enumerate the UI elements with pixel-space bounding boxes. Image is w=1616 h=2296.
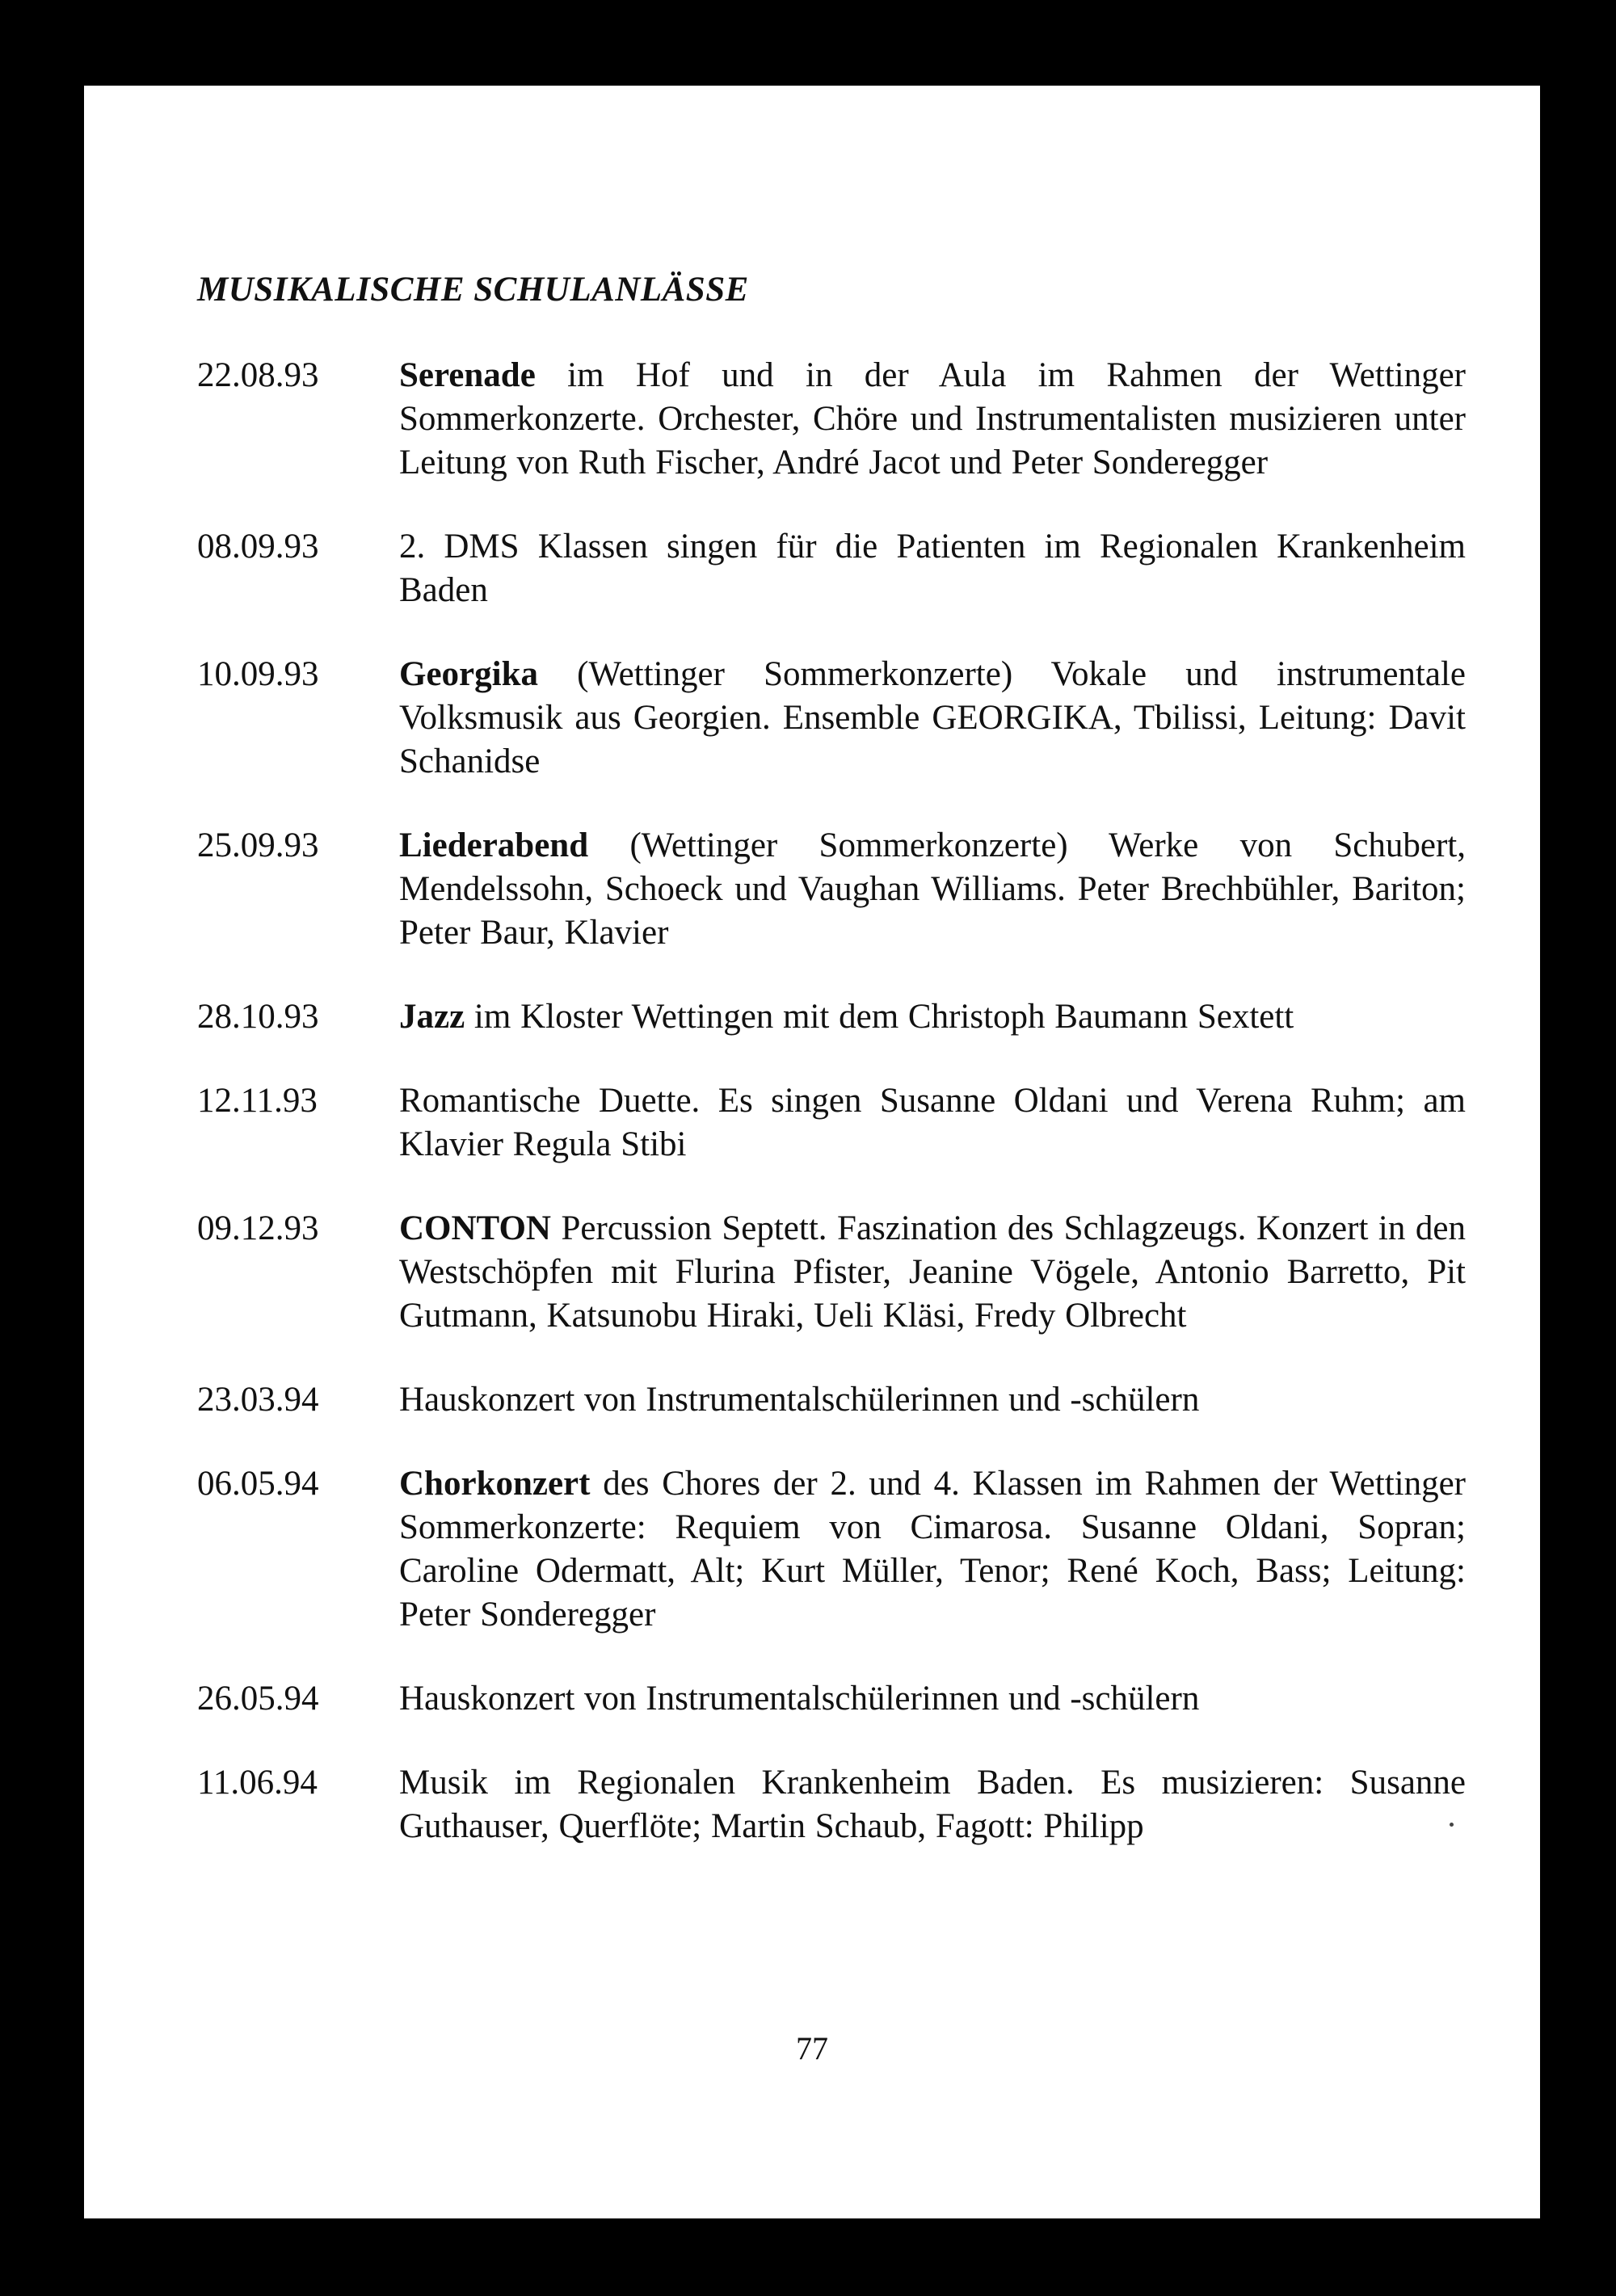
event-entry bbox=[197, 1677, 1466, 1721]
event-date: 11.06.94 bbox=[197, 1764, 318, 1802]
event-details: Romantische Duette. Es singen Susanne Oldani und Verena Ruhm; am Klavier Regula Stibi bbox=[399, 1082, 1466, 1163]
event-details: des Chores der 2. und 4. Klassen im Rahmen der Wettinger Sommerkonzerte: Requiem von Cimarosa. Susanne Oldani, Sopran; Caroline Odermatt, Alt; Kurt Müller, Tenor; René Koch, Bass; Leitung: Peter Sonderegger bbox=[399, 1465, 1466, 1634]
event-description bbox=[399, 1677, 1466, 1721]
event-details: (Wettinger Sommerkonzerte) Werke von Schubert, Mendelssohn, Schoeck und Vaughan Williams. Peter Brechbühler, Bariton; Peter Baur, Klavier bbox=[399, 826, 1466, 952]
event-description bbox=[399, 1378, 1466, 1422]
event-date: 10.09.93 bbox=[197, 655, 319, 693]
event-description bbox=[399, 525, 1466, 612]
event-date: 25.09.93 bbox=[197, 826, 319, 864]
event-list bbox=[197, 354, 1466, 1889]
event-description bbox=[399, 995, 1466, 1039]
event-date: 26.05.94 bbox=[197, 1680, 319, 1718]
event-entry bbox=[197, 1462, 1466, 1637]
event-title: CONTON bbox=[399, 1209, 551, 1247]
event-details: 2. DMS Klassen singen für die Patienten im Regionalen Krankenheim Baden bbox=[399, 528, 1466, 609]
event-details: Musik im Regionalen Krankenheim Baden. Es musizieren: Susanne Guthauser, Querflöte; Martin Schaub, Fagott: Philipp bbox=[399, 1764, 1466, 1845]
event-entry bbox=[197, 1079, 1466, 1167]
page-number: 77 bbox=[796, 2030, 828, 2067]
event-date: 08.09.93 bbox=[197, 528, 319, 566]
event-date: 28.10.93 bbox=[197, 998, 319, 1036]
event-title: Liederabend bbox=[399, 826, 589, 864]
event-date: 23.03.94 bbox=[197, 1381, 319, 1419]
event-title: Chorkonzert bbox=[399, 1465, 591, 1503]
speck-mark bbox=[1450, 1823, 1454, 1827]
event-entry bbox=[197, 824, 1466, 955]
event-description bbox=[399, 1079, 1466, 1167]
event-entry bbox=[197, 1378, 1466, 1422]
event-details: im Hof und in der Aula im Rahmen der Wettinger Sommerkonzerte. Orchester, Chöre und Instrumentalisten musizieren unter Leitung von Ruth Fischer, André Jacot und Peter Sonderegger bbox=[399, 356, 1466, 481]
event-date: 06.05.94 bbox=[197, 1465, 319, 1503]
event-description bbox=[399, 1462, 1466, 1637]
event-entry bbox=[197, 1207, 1466, 1338]
event-entry bbox=[197, 354, 1466, 485]
event-details: im Kloster Wettingen mit dem Christoph Baumann Sextett bbox=[465, 998, 1294, 1036]
event-details: Percussion Septett. Faszination des Schlagzeugs. Konzert in den Westschöpfen mit Flurina Pfister, Jeanine Vögele, Antonio Barretto, Pit Gutmann, Katsunobu Hiraki, Ueli Kläsi, Fredy Olbrecht bbox=[399, 1209, 1466, 1335]
document-page bbox=[84, 86, 1540, 2218]
event-description bbox=[399, 1761, 1466, 1848]
section-heading: MUSIKALISCHE SCHULANLÄSSE bbox=[197, 271, 749, 309]
event-date: 09.12.93 bbox=[197, 1209, 319, 1247]
event-details: Hauskonzert von Instrumentalschülerinnen und -schülern bbox=[399, 1381, 1200, 1419]
event-description bbox=[399, 354, 1466, 485]
event-title: Jazz bbox=[399, 998, 465, 1036]
event-description bbox=[399, 824, 1466, 955]
event-entry bbox=[197, 525, 1466, 612]
event-entry bbox=[197, 1761, 1466, 1848]
event-entry bbox=[197, 653, 1466, 784]
event-date: 12.11.93 bbox=[197, 1082, 318, 1120]
event-description bbox=[399, 1207, 1466, 1338]
event-entry bbox=[197, 995, 1466, 1039]
event-date: 22.08.93 bbox=[197, 356, 319, 394]
event-description bbox=[399, 653, 1466, 784]
event-details: (Wettinger Sommerkonzerte) Vokale und instrumentale Volksmusik aus Georgien. Ensemble GEORGIKA, Tbilissi, Leitung: Davit Schanidse bbox=[399, 655, 1466, 780]
event-title: Serenade bbox=[399, 356, 536, 394]
event-details: Hauskonzert von Instrumentalschülerinnen und -schülern bbox=[399, 1680, 1200, 1718]
event-title: Georgika bbox=[399, 655, 538, 693]
